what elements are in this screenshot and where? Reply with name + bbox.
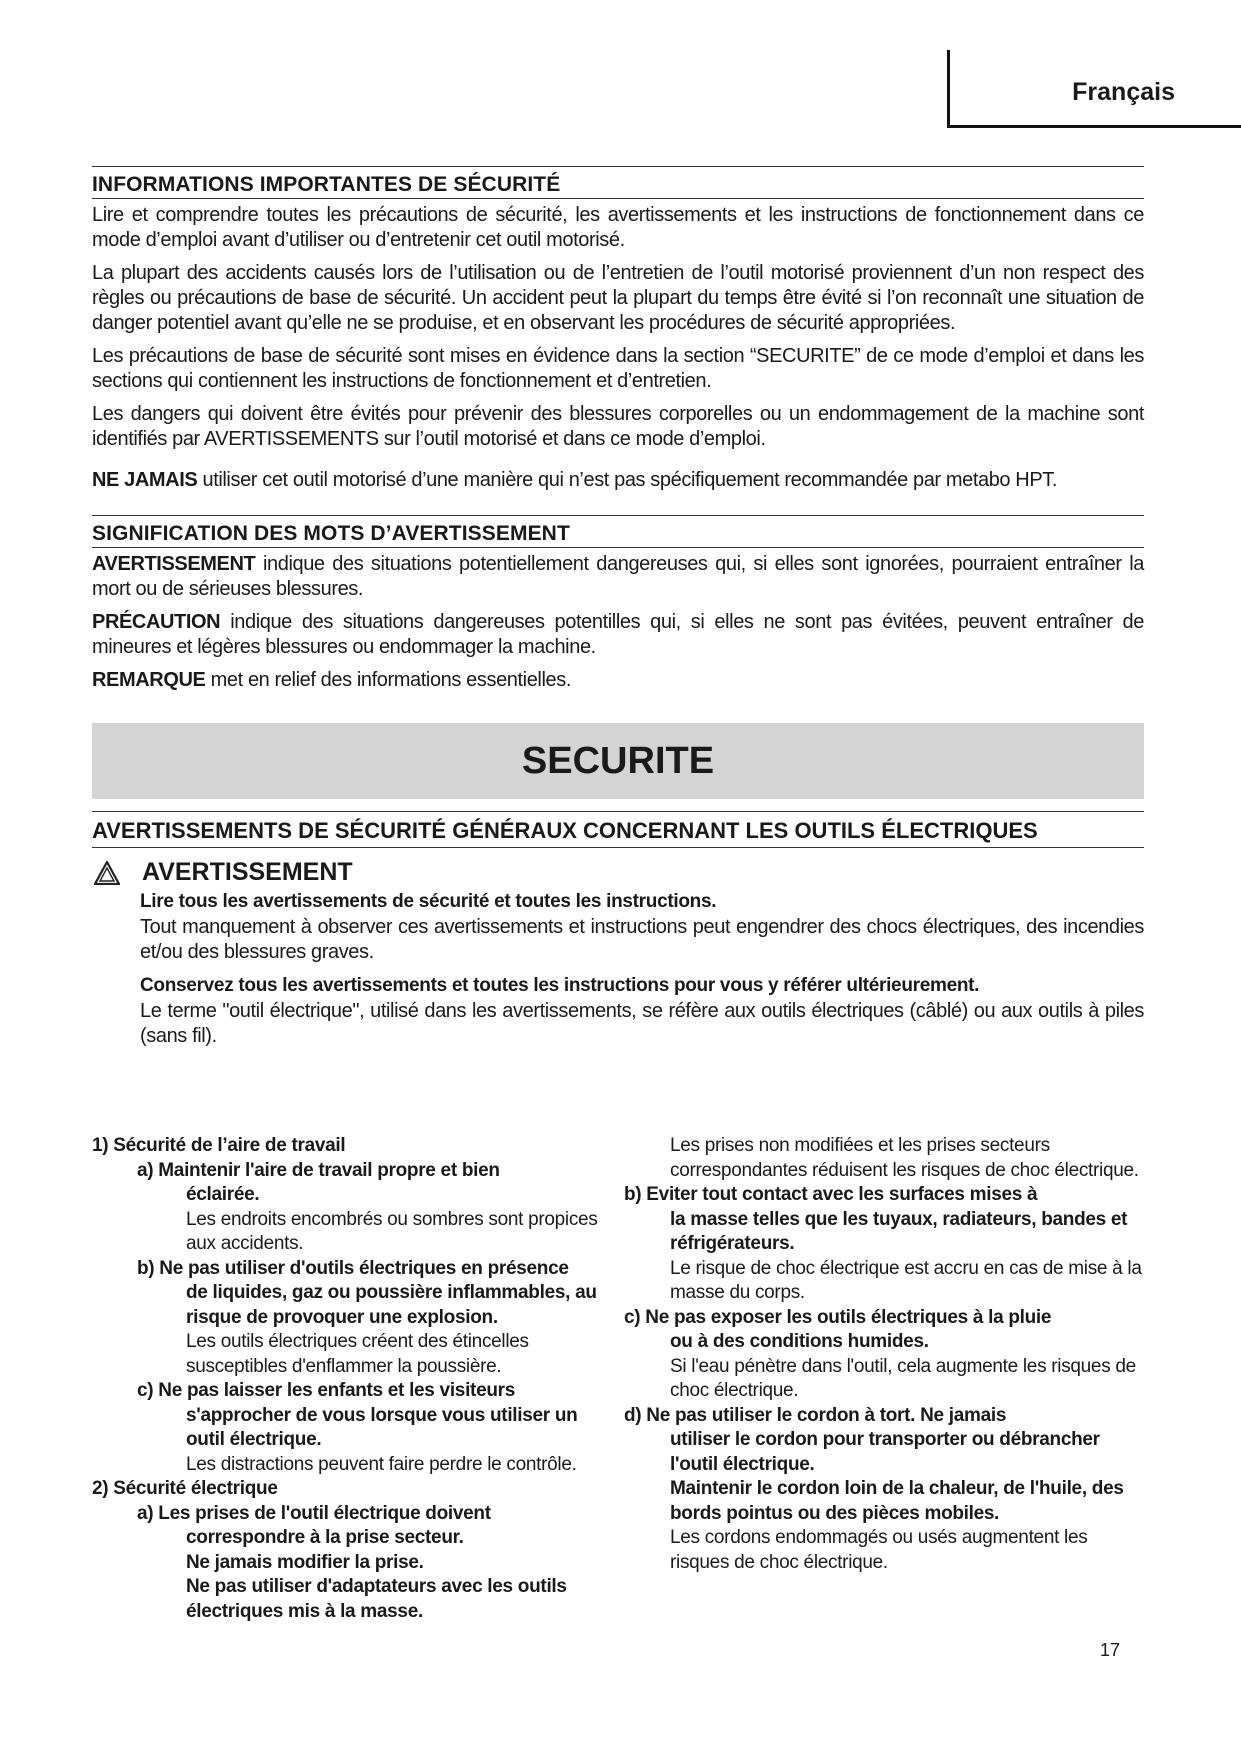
warning-triangle-icon (94, 861, 120, 885)
list-item-label: a) Maintenir l'aire de travail propre et bien (137, 1159, 500, 1181)
list-item-label: a) Les prises de l'outil électrique doivent (137, 1502, 491, 1524)
list-item-text: Les distractions peuvent faire perdre le contrôle. (186, 1453, 577, 1475)
warning-definition: AVERTISSEMENT indique des situations potentiellement dangereuses qui, si elles sont ignorées, pourraient entraîner la mort ou de sérieuses blessures. (92, 553, 1144, 600)
list-item-label: d) Ne pas utiliser le cordon à tort. Ne jamais (624, 1404, 1007, 1426)
list-item-label: c) Ne pas laisser les enfants et les visiteurs (137, 1380, 516, 1401)
list-item-label: ou à des conditions humides. (670, 1331, 929, 1352)
list-item-label: la masse telles que les tuyaux, radiateurs, bandes et réfrigérateurs. (670, 1208, 1128, 1254)
main-content (92, 150, 1144, 1057)
language-label: Français (1072, 78, 1175, 106)
paragraph: Les dangers qui doivent être évités pour prévenir des blessures corporelles ou un endommagement de la machine sont identifiés par AVERTISSEMENTS sur l’outil motorisé et dans ce mode d’emploi. (92, 403, 1144, 450)
section-signal-words-title: SIGNIFICATION DES MOTS D’AVERTISSEMENT (92, 515, 1144, 548)
list-item-label: b) Eviter tout contact avec les surfaces mises à (624, 1184, 1038, 1205)
language-tab (947, 50, 1241, 128)
paragraph: Le terme "outil électrique", utilisé dans les avertissements, se réfère aux outils électriques (câblé) ou aux outils à piles (sans fil). (140, 1000, 1144, 1047)
list-item-text: Le risque de choc électrique est accru en cas de mise à la masse du corps. (670, 1257, 1142, 1303)
list-item-label: de liquides, gaz ou poussière inflammables, au risque de provoquer une explosion. (186, 1282, 597, 1328)
paragraph: Lire et comprendre toutes les précautions de sécurité, les avertissements et les instructions de fonctionnement dans ce mode d’emploi avant d’utiliser ou d’entretenir cet outil motorisé. (92, 204, 1144, 251)
general-warnings-title: AVERTISSEMENTS DE SÉCURITÉ GÉNÉRAUX CONCERNANT LES OUTILS ÉLECTRIQUES (92, 811, 1144, 848)
list-item-label: correspondre à la prise secteur. (186, 1527, 464, 1548)
caution-definition: PRÉCAUTION indique des situations dangereuses potentilles qui, si elles ne sont pas évitées, peuvent entraîner de mineures et légères blessures ou endommager la machine. (92, 611, 1144, 658)
page-number: 17 (1100, 1640, 1121, 1660)
list-item-label: éclairée. (186, 1184, 260, 1205)
note-definition: REMARQUE met en relief des informations essentielles. (92, 669, 572, 691)
warning-body (140, 891, 1144, 1049)
list-item-label: b) Ne pas utiliser d'outils électriques en présence (137, 1257, 569, 1279)
never-paragraph: NE JAMAIS utiliser cet outil motorisé d’une manière qui n’est pas spécifiquement recommandée par metabo HPT. (92, 469, 1058, 491)
list-item-label: s'approcher de vous lorsque vous utiliser un outil électrique. (186, 1404, 578, 1450)
securite-banner: SECURITE (92, 723, 1144, 799)
paragraph: Les précautions de base de sécurité sont mises en évidence dans la section “SECURITE” de ce mode d’emploi et dans les sections qui contiennent les instructions de fonctionnement et d’entretien. (92, 345, 1144, 392)
list-item-label: Ne jamais modifier la prise. (186, 1551, 424, 1573)
section-important-info-title: INFORMATIONS IMPORTANTES DE SÉCURITÉ (92, 166, 1144, 199)
electrical-safety-heading: 2) Sécurité électrique (92, 1478, 278, 1499)
list-item-label: Ne pas utiliser d'adaptateurs avec les outils électriques mis à la masse. (186, 1576, 567, 1622)
warning-heading (92, 858, 1144, 887)
right-column (624, 1134, 1144, 1624)
left-column (92, 1134, 612, 1624)
warning-label: AVERTISSEMENT (142, 858, 353, 886)
work-area-safety-heading: 1) Sécurité de l’aire de travail (92, 1135, 346, 1156)
never-keyword: NE JAMAIS (92, 469, 198, 491)
list-item-label: utiliser le cordon pour transporter ou débrancher l'outil électrique. (670, 1429, 1100, 1475)
paragraph: La plupart des accidents causés lors de l’utilisation ou de l’entretien de l’outil motorisé proviennent d’un non respect des règles ou précautions de base de sécurité. Un accident peut la plupart du temps être évité si l’on reconnaît une situation de danger potentiel avant qu’elle ne se produise, et en observant les procédures de sécurité appropriées. (92, 262, 1144, 334)
two-column-list (92, 1134, 1144, 1624)
keep-instructions: Conservez tous les avertissements et toutes les instructions pour vous y référer ultérieurement. (140, 975, 980, 996)
list-item-label: c) Ne pas exposer les outils électriques à la pluie (624, 1306, 1052, 1328)
list-item-text: Les prises non modifiées et les prises secteurs correspondantes réduisent les risques de choc électrique. (670, 1135, 1139, 1181)
read-all-instructions: Lire tous les avertissements de sécurité et toutes les instructions. (140, 891, 717, 912)
list-item-text: Les endroits encombrés ou sombres sont propices aux accidents. (186, 1208, 598, 1254)
paragraph: Tout manquement à observer ces avertissements et instructions peut engendrer des chocs électriques, des incendies et/ou des blessures graves. (140, 916, 1144, 963)
list-item-text: Les cordons endommagés ou usés augmentent les risques de choc électrique. (670, 1527, 1088, 1573)
list-item-text: Les outils électriques créent des étincelles susceptibles d'enflammer la poussière. (186, 1331, 529, 1377)
list-item-label: Maintenir le cordon loin de la chaleur, de l'huile, des bords pointus ou des pièces mobiles. (670, 1478, 1124, 1524)
list-item-text: Si l'eau pénètre dans l'outil, cela augmente les risques de choc électrique. (670, 1355, 1136, 1401)
